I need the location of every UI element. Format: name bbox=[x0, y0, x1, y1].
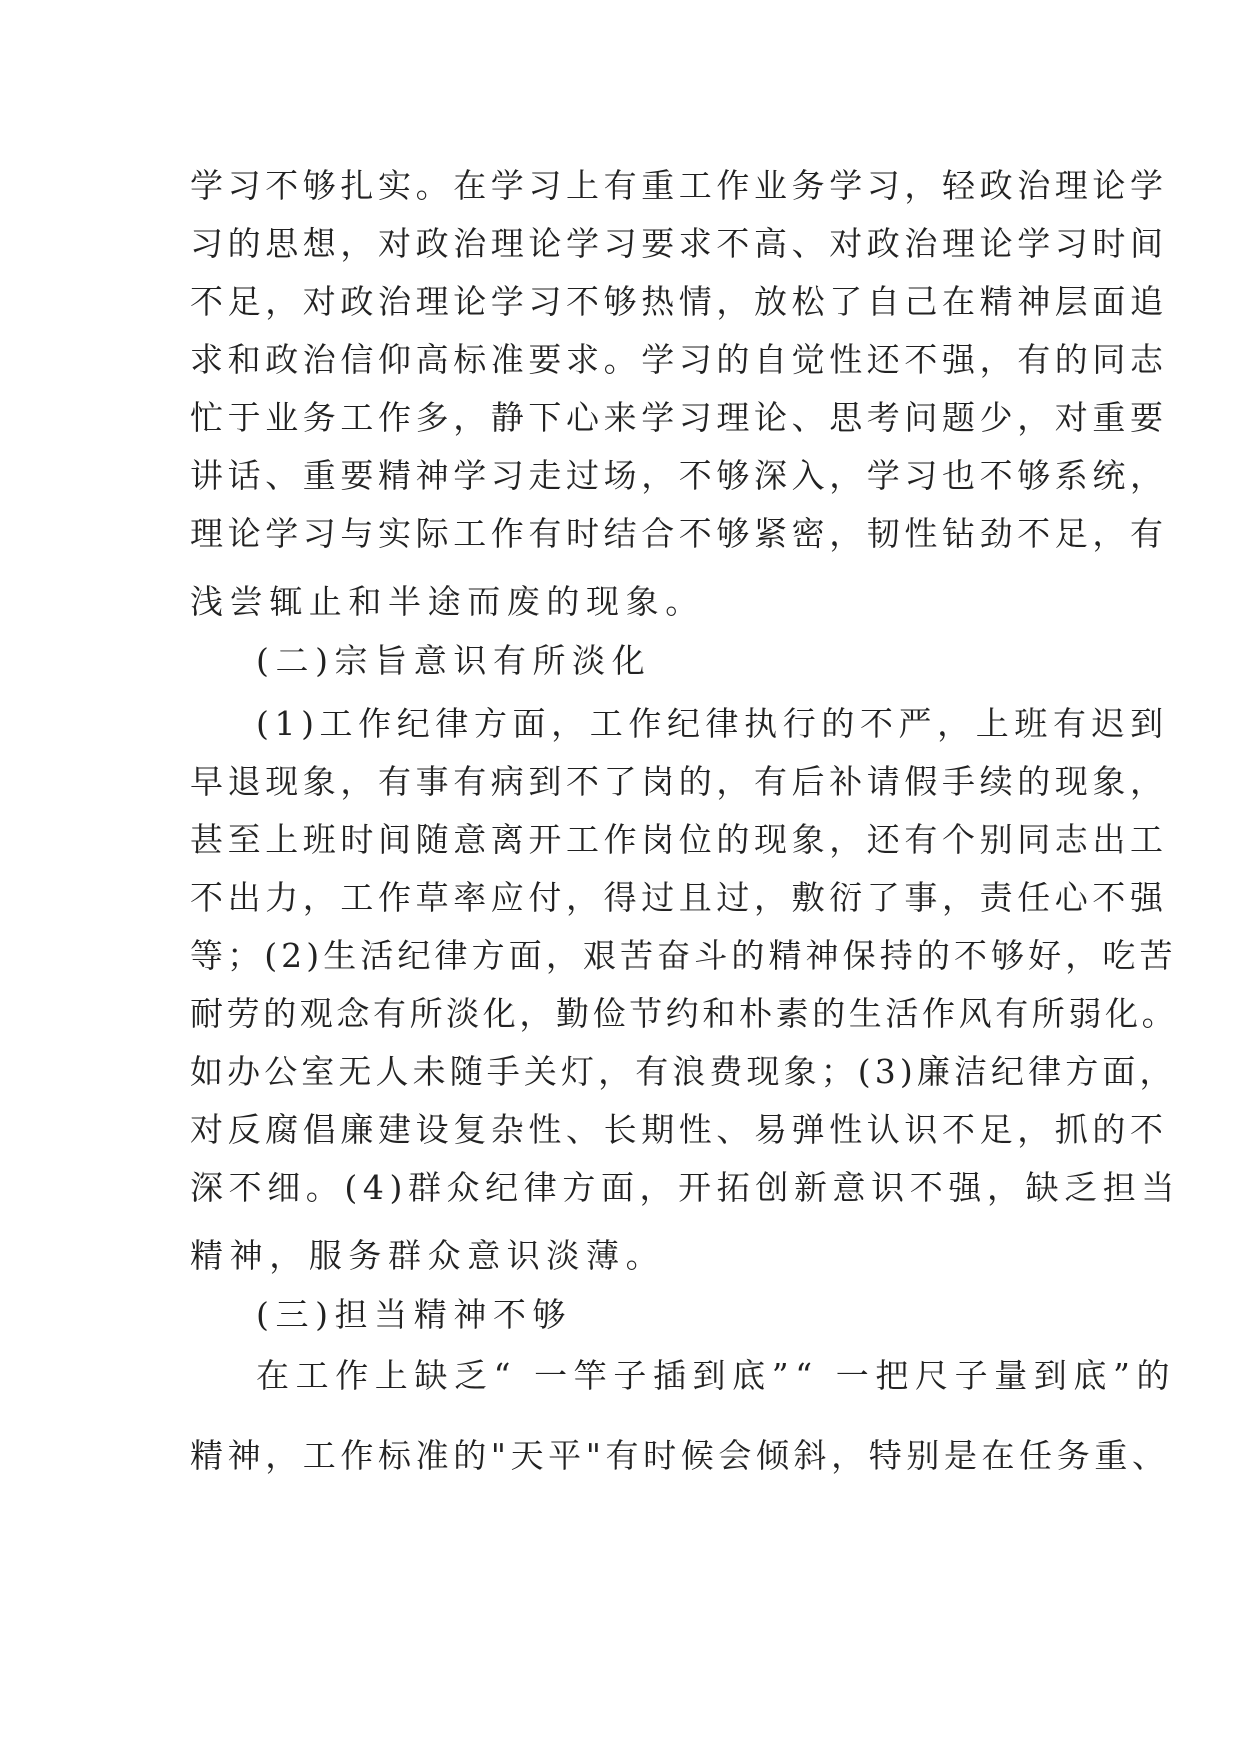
body-line-6: 讲话、重要精神学习走过场，不够深入，学习也不够系统， bbox=[190, 456, 1168, 495]
body-line-8: 浅尝辄止和半途而废的现象。 bbox=[190, 582, 705, 621]
body-line-4: 求和政治信仰高标准要求。学习的自觉性还不强，有的同志 bbox=[190, 340, 1168, 379]
body-line-12: 甚至上班时间随意离开工作岗位的现象，还有个别同志出工 bbox=[190, 820, 1168, 859]
body-line-18: 深不细。(4)群众纪律方面，开拓创新意识不强，缺乏担当 bbox=[190, 1168, 1180, 1207]
body-line-1: 学习不够扎实。在学习上有重工作业务学习，轻政治理论学 bbox=[190, 166, 1168, 205]
section-heading-3: (三)担当精神不够 bbox=[256, 1295, 573, 1334]
body-line-13: 不出力，工作草率应付，得过且过，敷衍了事，责任心不强 bbox=[190, 878, 1168, 917]
body-line-7: 理论学习与实际工作有时结合不够紧密，韧性钻劲不足，有 bbox=[190, 514, 1168, 553]
body-line-21: 在工作上缺乏“ 一竿子插到底”“ 一把尺子量到底”的 bbox=[256, 1356, 1177, 1395]
body-line-15: 耐劳的观念有所淡化，勤俭节约和朴素的生活作风有所弱化。 bbox=[190, 994, 1179, 1033]
body-line-2: 习的思想，对政治理论学习要求不高、对政治理论学习时间 bbox=[190, 224, 1168, 263]
body-line-5: 忙于业务工作多，静下心来学习理论、思考问题少，对重要 bbox=[190, 398, 1168, 437]
body-line-10: (1)工作纪律方面，工作纪律执行的不严，上班有迟到 bbox=[256, 704, 1169, 743]
body-line-22: 精神，工作标准的"天平"有时候会倾斜，特别是在任务重、 bbox=[190, 1436, 1170, 1475]
body-line-3: 不足，对政治理论学习不够热情，放松了自己在精神层面追 bbox=[190, 282, 1168, 321]
body-line-19: 精神，服务群众意识淡薄。 bbox=[190, 1236, 666, 1275]
body-line-11: 早退现象，有事有病到不了岗的，有后补请假手续的现象， bbox=[190, 762, 1168, 801]
body-line-17: 对反腐倡廉建设复杂性、长期性、易弹性认识不足，抓的不 bbox=[190, 1110, 1168, 1149]
section-heading-2: (二)宗旨意识有所淡化 bbox=[256, 641, 652, 680]
body-line-16: 如办公室无人未随手关灯，有浪费现象；(3)廉洁纪律方面， bbox=[190, 1052, 1177, 1091]
body-line-14: 等；(2)生活纪律方面，艰苦奋斗的精神保持的不够好，吃苦 bbox=[190, 936, 1177, 975]
